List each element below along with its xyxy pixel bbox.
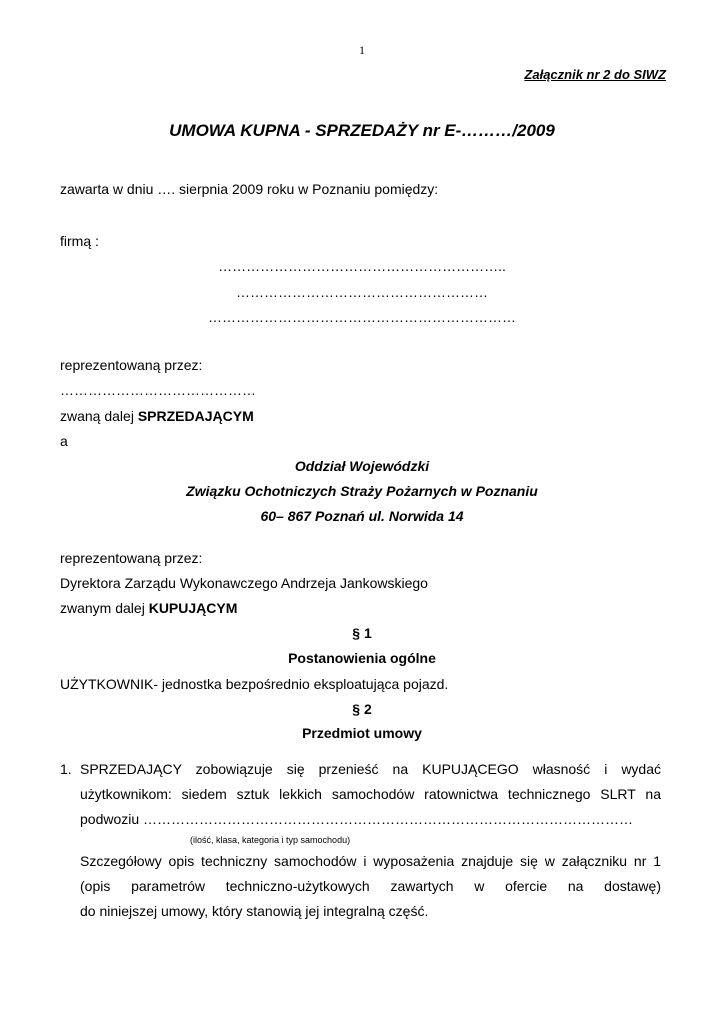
section-1-number: § 1 <box>352 625 372 641</box>
seller-name: SPRZEDAJĄCYM <box>137 408 254 424</box>
document-title: UMOWA KUPNA - SPRZEDAŻY nr E-………/2009 <box>169 121 555 140</box>
section-2-title: Przedmiot umowy <box>302 725 422 741</box>
section-1-title: Postanowienia ogólne <box>288 650 436 666</box>
buyer-name: KUPUJĄCYM <box>148 600 238 616</box>
item-1-line-3: podwoziu …………………………………………………………………………………………… <box>80 811 634 827</box>
buyer-org-line-1: Oddział Wojewódzki <box>294 458 430 474</box>
item-1-line-6: do niniejszej umowy, który stanowią jej integralną część. <box>80 903 429 919</box>
item-1-note: (ilość, klasa, kategoria i typ samochodu) <box>190 835 351 845</box>
firm-label: firmą : <box>60 233 99 249</box>
firm-line-3: ………………………………………………………… <box>208 309 516 325</box>
buyer-org-line-2: Związku Ochotniczych Straży Pożarnych w Poznaniu <box>186 483 538 499</box>
seller-line <box>60 408 254 424</box>
page-number: 1 <box>359 43 365 57</box>
buyer-org-address: 60– 867 Poznań ul. Norwida 14 <box>260 508 464 524</box>
firm-line-1: …………………………………………………….. <box>218 258 506 274</box>
represented-by-label: reprezentowaną przez: <box>60 357 203 373</box>
director-name: Dyrektora Zarządu Wykonawczego Andrzeja Jankowskiego <box>60 575 428 591</box>
buyer-line <box>60 600 237 616</box>
firm-line-2: ……………………………………………… <box>236 284 488 300</box>
section-2-number: § 2 <box>352 701 372 717</box>
item-1-line-1: SPRZEDAJĄCY zobowiązuje się przenieść na KUPUJĄCEGO własność i wydać <box>80 761 661 777</box>
called-prefix-2: zwanym dalej <box>60 600 149 616</box>
user-definition: UŻYTKOWNIK- jednostka bezpośrednio eksploatująca pojazd. <box>60 676 449 692</box>
concluded-line: zawarta w dniu …. sierpnia 2009 roku w Poznaniu pomiędzy: <box>60 181 439 197</box>
item-1-line-5: (opis parametrów techniczno-użytkowych zawartych w ofercie na dostawę) <box>80 878 661 894</box>
item-1-line-2: użytkownikom: siedem sztuk lekkich samochodów ratownictwa technicznego SLRT na <box>80 786 661 802</box>
represented-by-label-2: reprezentowaną przez: <box>60 550 203 566</box>
item-1-number: 1. <box>60 761 72 777</box>
representative-dots: …………………………………… <box>60 382 256 398</box>
called-prefix: zwaną dalej <box>60 408 138 424</box>
attachment-label: Załącznik nr 2 do SIWZ <box>524 67 666 82</box>
item-1-line-4: Szczegółowy opis techniczny samochodów i wyposażenia znajduje się w załączniku nr 1 <box>80 853 661 869</box>
and-word: a <box>60 433 68 449</box>
